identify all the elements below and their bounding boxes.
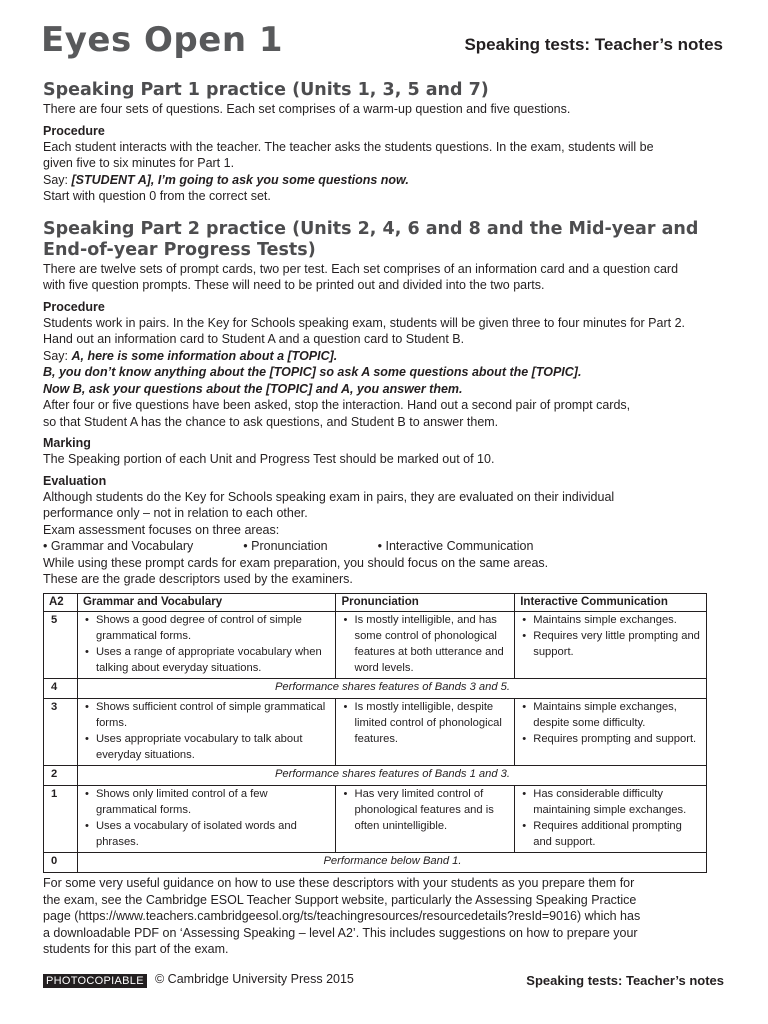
interactive-cell <box>515 612 707 679</box>
band-number: 2 <box>44 766 78 786</box>
marking-heading: Marking <box>43 436 91 450</box>
descriptor-item: • Has considerable difficulty maintaining simple exchanges. <box>520 787 702 819</box>
descriptor-item: • Uses appropriate vocabulary to talk about everyday situations. <box>83 732 332 764</box>
band-number: 0 <box>44 853 78 873</box>
part2-heading: End-of-year Progress Tests) <box>43 239 316 260</box>
interactive-cell <box>515 786 707 853</box>
areas-list <box>43 538 707 555</box>
shared-descriptor: Performance shares features of Bands 1 and 3. <box>77 766 706 786</box>
descriptor-item: • Requires prompting and support. <box>520 732 702 748</box>
descriptor-item: • Is mostly intelligible, and has some control of phonological features at both utterance and word levels. <box>341 613 510 676</box>
guidance-line: For some very useful guidance on how to use these descriptors with your students as you prepare them for <box>43 876 635 891</box>
descriptor-item: • Shows sufficient control of simple grammatical forms. <box>83 700 332 732</box>
table-row <box>44 679 707 699</box>
guidance-line: the exam, see the Cambridge ESOL Teacher Support website, particularly the Assessing Speaking Practice <box>43 892 637 907</box>
part2-intro: There are twelve sets of prompt cards, two per test. Each set comprises of an information card and a question card <box>43 261 679 276</box>
descriptor-item: • Maintains simple exchanges. <box>520 613 702 629</box>
say-text: [STUDENT A], I’m going to ask you some questions now. <box>71 172 409 187</box>
band-number: 3 <box>44 699 78 766</box>
page <box>41 18 723 958</box>
table-row <box>44 786 707 853</box>
part2-procedure-line: Hand out an information card to Student A and a question card to Student B. <box>43 332 465 346</box>
marking-text: The Speaking portion of each Unit and Progress Test should be marked out of 10. <box>43 452 495 466</box>
table-row <box>44 766 707 786</box>
pronunciation-cell <box>336 612 515 679</box>
part2-say-line: B, you don’t know anything about the [TOPIC] so ask A some questions about the [TOPIC]. <box>43 365 582 379</box>
part1-procedure-line: Each student interacts with the teacher. The teacher asks the students questions. In the exam, students will be <box>43 139 654 154</box>
pronunciation-cell <box>336 786 515 853</box>
areas-intro: Exam assessment focuses on three areas: <box>43 522 280 537</box>
header-cell: Interactive Communication <box>515 593 707 612</box>
descriptor-item: • Maintains simple exchanges, despite some difficulty. <box>520 700 702 732</box>
part2-say <box>43 348 707 365</box>
evaluation-line: performance only – not in relation to each other. <box>43 506 308 520</box>
area-item: • Pronunciation <box>243 539 328 553</box>
evaluation-line: Although students do the Key for Schools speaking exam in pairs, they are evaluated on their individual <box>43 489 615 504</box>
band-number: 4 <box>44 679 78 699</box>
table-row <box>44 699 707 766</box>
descriptor-item: • Shows a good degree of control of simple grammatical forms. <box>83 613 332 645</box>
descriptor-item: • Uses a vocabulary of isolated words and phrases. <box>83 819 332 851</box>
part2-intro: with five question prompts. These will need to be printed out and divided into the two parts. <box>43 278 545 292</box>
part2-procedure-heading: Procedure <box>43 299 105 314</box>
evaluation-heading: Evaluation <box>43 473 107 488</box>
descriptor-item: • Requires very little prompting and support. <box>520 629 702 661</box>
document-title: Speaking tests: Teacher’s notes <box>464 35 723 54</box>
brand-title: Eyes Open 1 <box>41 20 284 60</box>
grammar-cell <box>77 612 336 679</box>
header-cell: A2 <box>44 593 78 612</box>
shared-descriptor: Performance shares features of Bands 3 and 5. <box>77 679 706 699</box>
part1-intro: There are four sets of questions. Each set comprises of a warm-up question and five questions. <box>43 102 571 116</box>
footer <box>43 972 724 992</box>
part2-after: After four or five questions have been asked, stop the interaction. Hand out a second pair of prompt cards, <box>43 398 631 412</box>
part1-say <box>43 172 707 189</box>
table-row <box>44 612 707 679</box>
grammar-cell <box>77 699 336 766</box>
band-number: 5 <box>44 612 78 679</box>
part1-start: Start with question 0 from the correct set. <box>43 189 271 203</box>
part1-heading: Speaking Part 1 practice (Units 1, 3, 5 and 7) <box>43 80 489 100</box>
area-item: • Interactive Communication <box>377 539 534 553</box>
part2-heading: Speaking Part 2 practice (Units 2, 4, 6 and 8 and the Mid-year and <box>43 218 699 239</box>
interactive-cell <box>515 699 707 766</box>
descriptor-item: • Uses a range of appropriate vocabulary when talking about everyday situations. <box>83 645 332 677</box>
descriptor-item: • Requires additional prompting and support. <box>520 819 702 851</box>
header-cell: Pronunciation <box>336 593 515 612</box>
grammar-cell <box>77 786 336 853</box>
table-header-row <box>44 593 707 612</box>
guidance-line: page (https://www.teachers.cambridgeesol.org/ts/teachingresources/resourcedetails?resId=9016) which has <box>43 909 641 924</box>
table-row <box>44 853 707 873</box>
guidance-line: a downloadable PDF on ‘Assessing Speaking – level A2’. This includes suggestions on how to prepare your <box>43 925 638 940</box>
photocopiable-badge: PHOTOCOPIABLE <box>43 974 147 988</box>
band-number: 1 <box>44 786 78 853</box>
part2-procedure-line: Students work in pairs. In the Key for Schools speaking exam, students will be given three to four minutes for Part 2. <box>43 315 685 330</box>
area-item: • Grammar and Vocabulary <box>43 539 194 553</box>
say-label: Say: <box>43 348 69 363</box>
part1-procedure-heading: Procedure <box>43 123 105 138</box>
header <box>41 18 723 70</box>
shared-descriptor: Performance below Band 1. <box>77 853 706 873</box>
guidance-line: students for this part of the exam. <box>43 942 229 957</box>
descriptor-item: • Shows only limited control of a few grammatical forms. <box>83 787 332 819</box>
say-text: A, here is some information about a [TOPIC]. <box>71 348 338 363</box>
descriptors-text: These are the grade descriptors used by the examiners. <box>43 572 353 586</box>
footer-title: Speaking tests: Teacher’s notes <box>526 973 724 988</box>
grade-descriptors-table <box>43 593 707 874</box>
part2-say-line: Now B, ask your questions about the [TOPIC] and A, you answer them. <box>43 381 463 396</box>
pronunciation-cell <box>336 699 515 766</box>
header-cell: Grammar and Vocabulary <box>77 593 336 612</box>
focus-text: While using these prompt cards for exam preparation, you should focus on the same areas. <box>43 555 549 570</box>
part1-procedure-line: given five to six minutes for Part 1. <box>43 156 235 170</box>
descriptor-item: • Is mostly intelligible, despite limited control of phonological features. <box>341 700 510 747</box>
say-label: Say: <box>43 172 69 187</box>
copyright: © Cambridge University Press 2015 <box>155 972 354 986</box>
descriptor-item: • Has very limited control of phonological features and is often unintelligible. <box>341 787 510 834</box>
part2-after: so that Student A has the chance to ask questions, and Student B to answer them. <box>43 414 499 429</box>
